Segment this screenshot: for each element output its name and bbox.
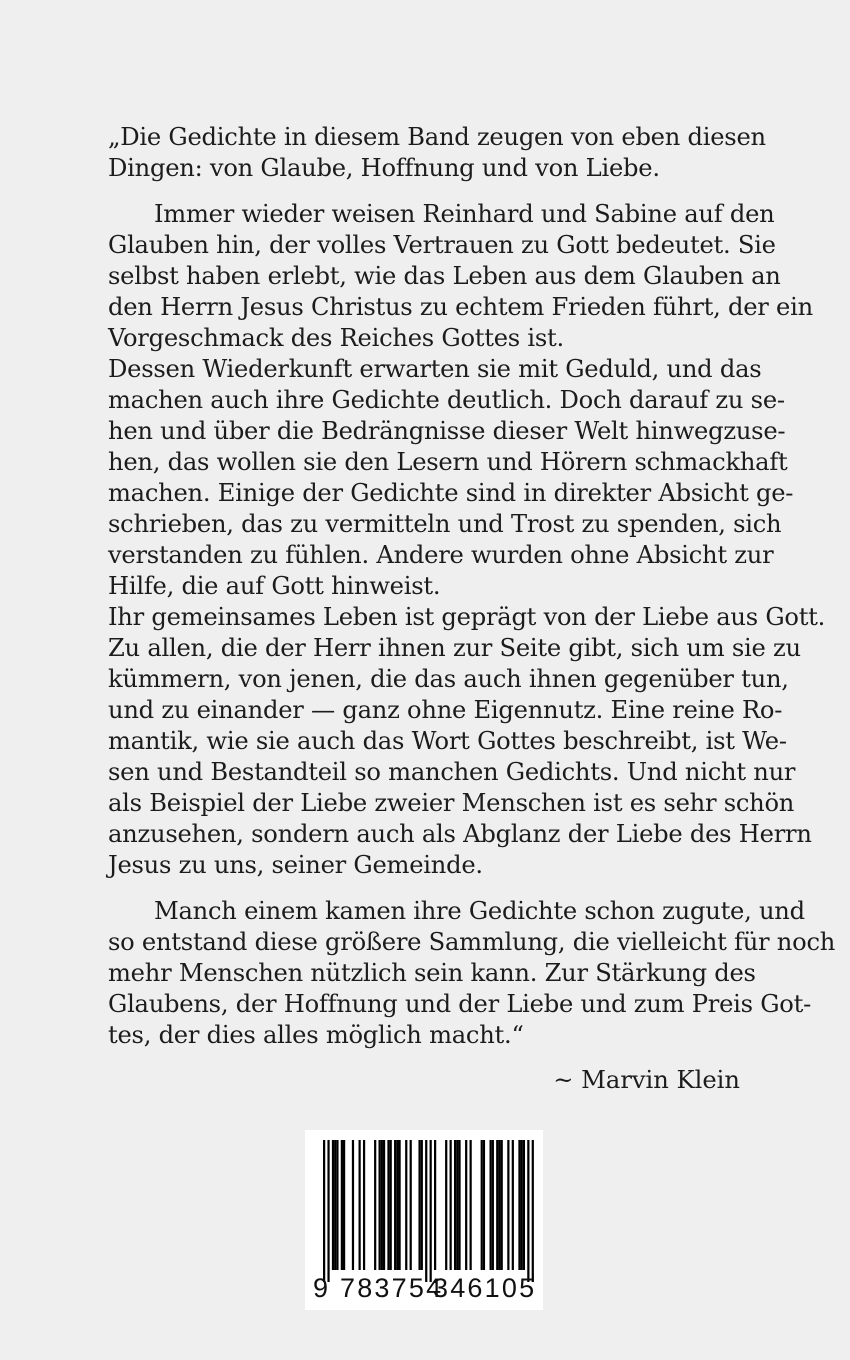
barcode-bar (458, 1140, 460, 1270)
barcode-bar (381, 1140, 383, 1270)
barcode-guard-bar (323, 1140, 325, 1282)
barcode-guard-bar (327, 1140, 329, 1282)
quote-line: hen, das wollen sie den Lesern und Hörern schmackhaft (108, 448, 788, 476)
barcode-bar (445, 1140, 447, 1270)
quote-line: den Herrn Jesus Christus zu echtem Frieden führt, der ein (108, 293, 813, 321)
barcode-bar (398, 1140, 400, 1270)
barcode-bar (394, 1140, 396, 1270)
barcode-bar (512, 1140, 514, 1270)
barcode-bar (450, 1140, 452, 1270)
barcode-bar (387, 1140, 389, 1270)
back-cover-quote (108, 122, 836, 1051)
barcode-bar (465, 1140, 467, 1270)
quote-line: Ihr gemeinsames Leben ist geprägt von der Liebe aus Gott. (108, 603, 826, 631)
quote-line: machen. Einige der Gedichte sind in direkter Absicht ge- (108, 479, 794, 507)
barcode-bar (410, 1140, 412, 1270)
barcode-bar (359, 1140, 361, 1270)
quote-line: mantik, wie sie auch das Wort Gottes beschreibt, ist We- (108, 727, 787, 755)
barcode-bar (518, 1140, 520, 1270)
isbn-group-right: 346105 (433, 1273, 537, 1303)
barcode-bar (454, 1140, 456, 1270)
barcode-bar (383, 1140, 385, 1270)
quote-line: Glauben hin, der volles Vertrauen zu Gott bedeutet. Sie (108, 231, 776, 259)
quote-line: selbst haben erlebt, wie das Leben aus dem Glauben an (108, 262, 781, 290)
barcode-bar (501, 1140, 503, 1270)
barcode-bar (332, 1140, 334, 1270)
isbn-barcode (305, 1130, 543, 1310)
barcode-bar (379, 1140, 381, 1270)
barcode-bar (363, 1140, 365, 1270)
quote-line: als Beispiel der Liebe zweier Menschen ist es sehr schön (108, 789, 795, 817)
barcode-bar (374, 1140, 376, 1270)
barcode-bar (334, 1140, 336, 1270)
barcode-bar (498, 1140, 500, 1270)
quote-line: Dessen Wiederkunft erwarten sie mit Geduld, und das (108, 355, 762, 383)
quote-line: schrieben, das zu vermitteln und Trost zu spenden, sich (108, 510, 782, 538)
quote-line: Vorgeschmack des Reiches Gottes ist. (108, 324, 564, 352)
barcode-bar (481, 1140, 483, 1270)
barcode-bar (496, 1140, 498, 1270)
barcode-bar (396, 1140, 398, 1270)
barcode-guard-bar (527, 1140, 529, 1282)
quote-line: hen und über die Bedrängnisse dieser Welt hinwegzuse- (108, 417, 786, 445)
quote-line: Jesus zu uns, seiner Gemeinde. (108, 851, 483, 879)
barcode-bar (421, 1140, 423, 1270)
quote-line: tes, der dies alles möglich macht.“ (108, 1021, 524, 1049)
quote-line: verstanden zu fühlen. Andere wurden ohne Absicht zur (108, 541, 774, 569)
barcode-bar (352, 1140, 354, 1270)
quote-line: Glaubens, der Hoffnung und der Liebe und zum Preis Got- (108, 990, 811, 1018)
barcode-bar (405, 1140, 407, 1270)
quote-line: Zu allen, die der Herr ihnen zur Seite gibt, sich um sie zu (108, 634, 801, 662)
barcode-bar (343, 1140, 345, 1270)
barcode-bar (470, 1140, 472, 1270)
barcode-bar (492, 1140, 494, 1270)
barcode-bar (521, 1140, 523, 1270)
barcode-bar (523, 1140, 525, 1270)
barcode-guard-bar (532, 1140, 534, 1282)
quote-line: Dingen: von Glaube, Hoffnung und von Liebe. (108, 154, 660, 182)
barcode-bar (418, 1140, 420, 1270)
quote-attribution: ~ Marvin Klein (553, 1066, 740, 1094)
quote-line: so entstand diese größere Sammlung, die vielleicht für noch (108, 928, 836, 956)
quote-line: und zu einander — ganz ohne Eigennutz. Eine reine Ro- (108, 696, 783, 724)
quote-line: Hilfe, die auf Gott hinweist. (108, 572, 441, 600)
barcode-bar (456, 1140, 458, 1270)
barcode-guard-bar (430, 1140, 432, 1282)
barcode-bar (507, 1140, 509, 1270)
barcode-bar (434, 1140, 436, 1270)
quote-line: anzusehen, sondern auch als Abglanz der Liebe des Herrn (108, 820, 812, 848)
quote-line: mehr Menschen nützlich sein kann. Zur Stärkung des (108, 959, 756, 987)
quote-line: kümmern, von jenen, die das auch ihnen gegenüber tun, (108, 665, 789, 693)
barcode-bar (336, 1140, 338, 1270)
quote-line: Immer wieder weisen Reinhard und Sabine auf den (154, 200, 775, 228)
quote-line: „Die Gedichte in diesem Band zeugen von eben diesen (108, 123, 766, 151)
barcode-bar (390, 1140, 392, 1270)
quote-line: Manch einem kamen ihre Gedichte schon zugute, und (154, 897, 805, 925)
barcode-bar (490, 1140, 492, 1270)
barcode-guard-bar (425, 1140, 427, 1282)
isbn-first-digit: 9 (313, 1273, 329, 1303)
isbn-group-left: 783754 (340, 1273, 444, 1303)
quote-line: sen und Bestandteil so manchen Gedichts. Und nicht nur (108, 758, 796, 786)
quote-line: machen auch ihre Gedichte deutlich. Doch darauf zu se- (108, 386, 785, 414)
barcode-bar (483, 1140, 485, 1270)
barcode-bar (341, 1140, 343, 1270)
